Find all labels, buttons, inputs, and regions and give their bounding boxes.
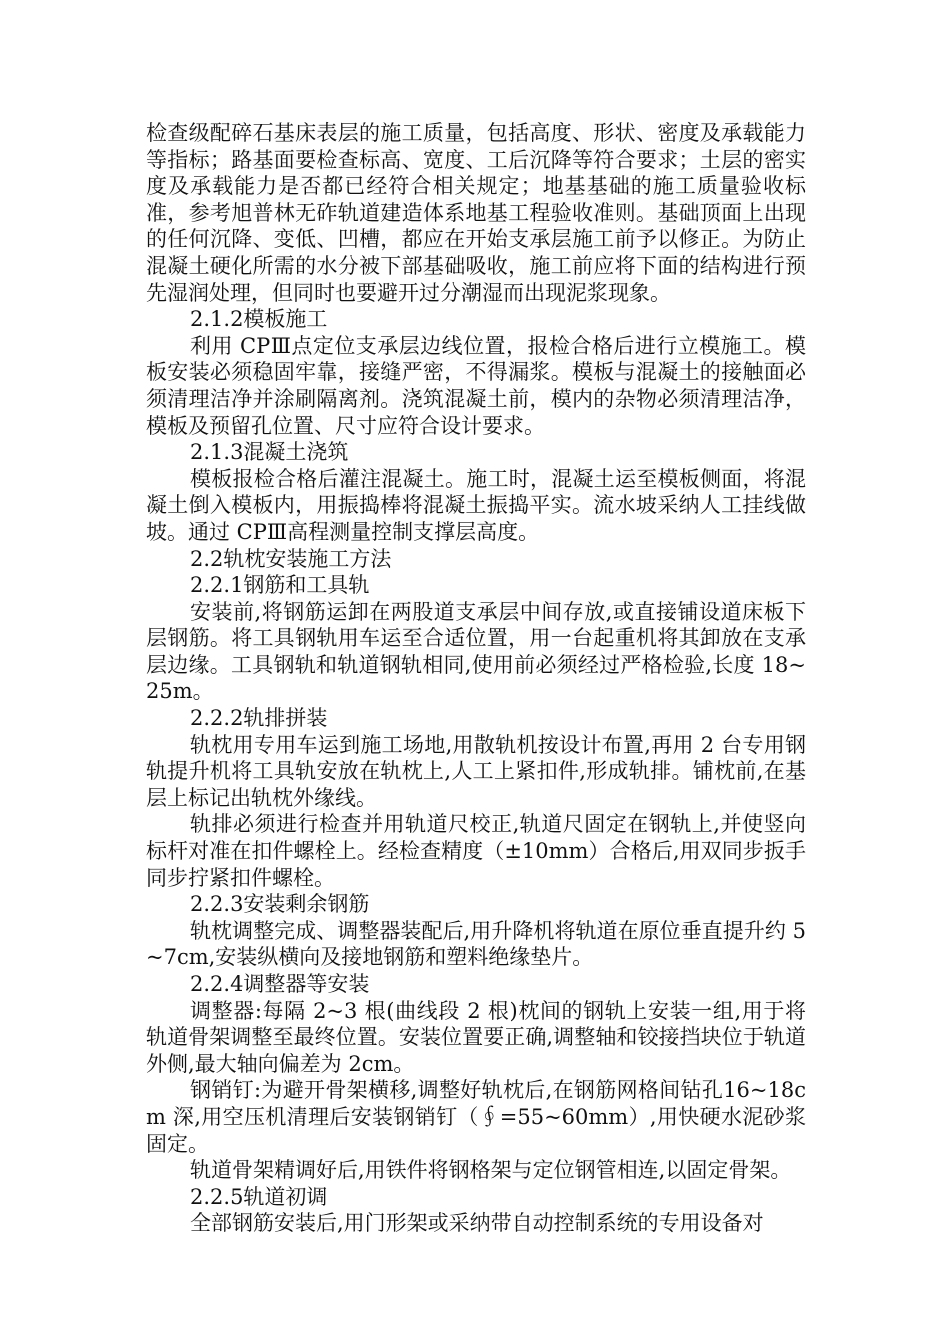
heading-2-1-3: 2.1.3混凝土浇筑 (190, 440, 349, 465)
paragraph-track-panel-assembly: 轨枕用专用车运到施工场地,用散轨机按设计布置,再用 2 台专用钢轨提升机将工具轨安放在轨枕上,人工上紧扣件,形成轨排。铺枕前,在基层上标记出轨枕外缘线。 (146, 732, 806, 810)
heading-2-1-2: 2.1.2模板施工 (190, 307, 328, 332)
paragraph-remaining-rebar: 轨枕调整完成、调整器装配后,用升降机将轨道在原位垂直提升约 5~7cm,安装纵横向及接地钢筋和塑料绝缘垫片。 (146, 918, 806, 970)
heading-2-2-3: 2.2.3安装剩余钢筋 (190, 892, 370, 917)
heading-2-2-5: 2.2.5轨道初调 (190, 1184, 328, 1209)
document-body (146, 120, 806, 1237)
paragraph-concrete-pouring: 模板报检合格后灌注混凝土。施工时，混凝土运至模板侧面，将混凝土倒入模板内，用振捣棒将混凝土振捣平实。流水坡采纳人工挂线做坡。通过 CPⅢ高程测量控制支撑层高度。 (146, 466, 806, 544)
paragraph-steel-pin: 钢销钉:为避开骨架横移,调整好轨枕后,在钢筋网格间钻孔16~18cm 深,用空压机清理后安装钢销钉（∮=55~60mm）,用快硬水泥砂浆固定。 (146, 1078, 806, 1156)
paragraph-adjuster: 调整器:每隔 2~3 根(曲线段 2 根)枕间的钢轨上安装一组,用于将轨道骨架调整至最终位置。安装位置要正确,调整轴和铰接挡块位于轨道外侧,最大轴向偏差为 2cm。 (146, 998, 806, 1076)
paragraph-track-gauge-check: 轨排必须进行检查并用轨道尺校正,轨道尺固定在钢轨上,并使竖向标杆对准在扣件螺栓上。经检查精度（±10mm）合格后,用双同步扳手同步拧紧扣件螺栓。 (146, 812, 806, 890)
heading-2-2: 2.2轨枕安装施工方法 (190, 546, 392, 571)
paragraph-formwork: 利用 CPⅢ点定位支承层边线位置，报检合格后进行立模施工。模板安装必须稳固牢靠，接缝严密，不得漏浆。模板与混凝土的接触面必须清理洁净并涂刷隔离剂。浇筑混凝土前，模内的杂物必须清理洁净，模板及预留孔位置、尺寸应符合设计要求。 (146, 333, 806, 438)
paragraph-skeleton-fixing: 轨道骨架精调好后,用铁件将钢格架与定位钢管相连,以固定骨架。 (190, 1158, 792, 1183)
paragraph-rebar-tool-rail: 安装前,将钢筋运卸在两股道支承层中间存放,或直接铺设道床板下层钢筋。将工具钢轨用车运至合适位置，用一台起重机将其卸放在支承层边缘。工具钢轨和轨道钢轨相同,使用前必须经过严格检验,长度 18~25m。 (146, 599, 806, 704)
paragraph-initial-adjustment: 全部钢筋安装后,用门形架或采纳带自动控制系统的专用设备对 (190, 1211, 764, 1236)
heading-2-2-2: 2.2.2轨排拼装 (190, 706, 328, 731)
heading-2-2-4: 2.2.4调整器等安装 (190, 972, 370, 996)
heading-2-2-1: 2.2.1钢筋和工具轨 (190, 573, 370, 598)
paragraph-subgrade-inspection: 检查级配碎石基床表层的施工质量，包括高度、形状、密度及承载能力等指标；路基面要检查标高、宽度、工后沉降等符合要求；土层的密实度及承载能力是否都已经符合相关规定；地基基础的施工质量验收标准，参考旭普林无砟轨道建造体系地基工程验收准则。基础顶面上出现的任何沉降、变低、凹槽，都应在开始支承层施工前予以修正。为防止混凝土硬化所需的水分被下部基础吸收，施工前应将下面的结构进行预先湿润处理，但同时也要避开过分潮湿而出现泥浆现象。 (146, 121, 806, 305)
